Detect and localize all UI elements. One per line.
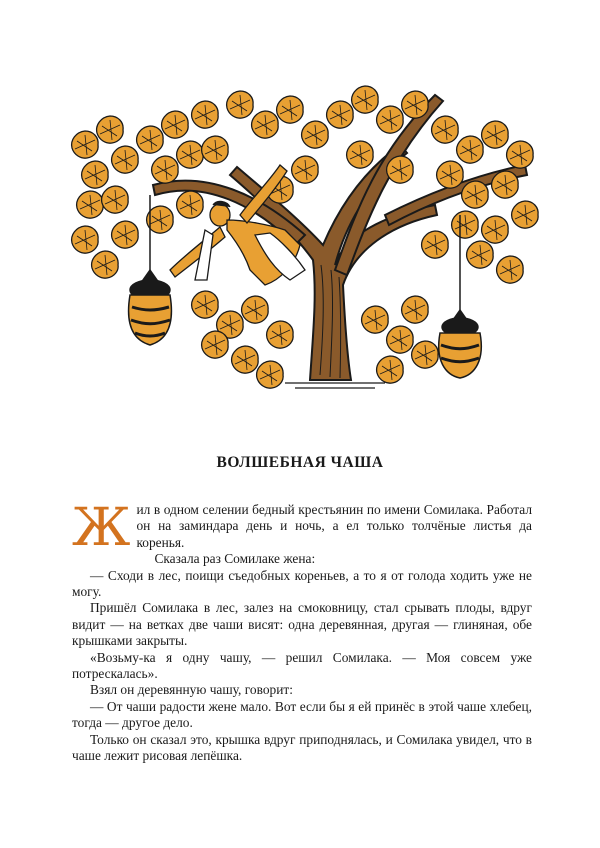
paragraph-6: Взял он деревянную чашу, говорит: — [90, 682, 293, 698]
tree-illustration — [55, 55, 555, 400]
paragraph-4: Пришёл Сомилака в лес, залез на смоковницу, стал срывать плоды, вдруг видит — на ветках две чаши висят: одна деревянная, другая — глиняная, обе крышками закрыты. — [72, 600, 532, 649]
dropcap-letter: Ж — [72, 498, 131, 558]
paragraph-7: — От чаши радости жене мало. Вот если бы я ей принёс в этой чаше хлебец, тогда — другое дело. — [72, 698, 532, 731]
paragraph-1 — [72, 498, 532, 558]
paragraph-2: Сказала раз Сомилаке жена: — [154, 551, 316, 567]
ground-lines — [285, 383, 385, 388]
paragraph-8: Только он сказал это, крышка вдруг приподнялась, и Сомилака увидел, что в чаше лежит рисовая лепёшка. — [72, 731, 532, 764]
story-text — [72, 498, 532, 765]
paragraph-1-text: ил в одном селении бедный крестьянин по имени Сомилака. Работал он на заминдара день и ночь, а ел только толчёные листья да коренья. — [136, 502, 532, 550]
paragraph-3: — Сходи в лес, поищи съедобных кореньев, а то я от голода ходить уже не могу. — [72, 567, 532, 600]
paragraph-5: «Возьму-ка я одну чашу, — решил Сомилака. — Моя совсем уже потрескалась». — [72, 649, 532, 682]
story-title: ВОЛШЕБНАЯ ЧАША — [216, 454, 384, 471]
